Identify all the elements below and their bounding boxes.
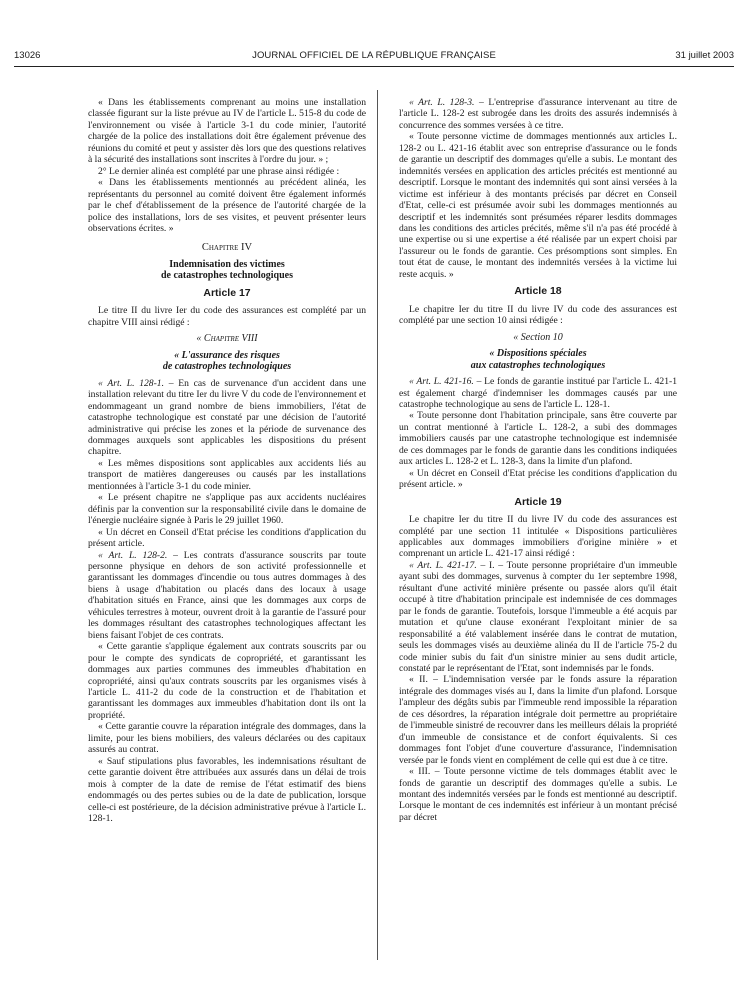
journal-title: JOURNAL OFFICIEL DE LA RÉPUBLIQUE FRANÇAISE [252, 50, 496, 61]
paragraph: « Un décret en Conseil d'Etat précise les conditions d'application du présent article. [88, 526, 366, 550]
header-rule [14, 66, 734, 67]
section-10-title-line: « Dispositions spéciales [489, 348, 587, 360]
page-number: 13026 [14, 50, 41, 61]
paragraph: « II. – L'indemnisation versée par le fonds assure la réparation intégrale des dommages visés au I, dans la limite d'un plafond. Lorsque l'ampleur des dégâts subis par l'immeuble rend impossible la réparation de ces désordres, la réparation intégrale doit permettre au propriétaire de l'immeuble sinistré de recouvrer dans les meilleurs délais la propriété d'un immeuble de consistance et de confort équivalents. Si ces dommages font l'objet d'une couverture d'assurance, l'indemnisation versée par le fonds vient en complément de celle qui est due à ce titre. [399, 674, 677, 766]
paragraph: « Dans les établissements comprenant au moins une installation classée figurant sur la liste prévue au IV de l'article L. 515-8 du code de l'environnement ou visée à l'article 3-1 du code minier, l'autorité chargée de la police des installations doit être également prévenue des réunions du comité et peut y assister dès lors que des questions relatives à la sécurité des installations sont inscrites à l'ordre du jour. » ; [88, 97, 366, 166]
article-ref: « Art. L. 421-17. [409, 559, 477, 571]
paragraph: Le chapitre Ier du titre II du livre IV du code des assurances est complété par une section 10 ainsi rédigée : [399, 303, 677, 327]
paragraph: « Sauf stipulations plus favorables, les indemnisations résultant de cette garantie doivent être attribuées aux assurés dans un délai de trois mois à compter de la date de remise de l'état estimatif des biens endommagés ou des pertes subies ou de la date de publication, lorsque celle-ci est postérieure, de la décision administrative prévue à l'article L. 128-1. [88, 755, 366, 824]
article-19-heading: Article 19 [514, 495, 562, 508]
chapter-viii-title [88, 350, 366, 373]
article-17-heading: Article 17 [203, 286, 251, 299]
paragraph: « Cette garantie s'applique également aux contrats souscrits par ou pour le compte des syndicats de copropriété, et garantissant les dommages aux parties communes des immeubles d'habitation en copropriété, ainsi qu'aux contrats souscrits par les organismes visés à l'article L. 411-2 du code de la construction et de l'habitation et garantissant les dommages aux immeubles d'habitation dont ils ont la propriété. [88, 641, 366, 721]
article-ref: « Art. L. 128-1. [98, 377, 164, 389]
article-l128-1 [88, 378, 366, 458]
paragraph: « Toute personne dont l'habitation principale, sans être couverte par un contrat mentionné à l'article L. 128-2, a subi des dommages immobiliers causés par une catastrophe technologique est indemnisée de ces dommages par le fonds de garantie dans les conditions indiquées aux articles L. 128-2 et L. 128-3, dans la limite d'un plafond. [399, 410, 677, 468]
right-column [399, 97, 677, 963]
left-column [88, 97, 366, 963]
article-text: – I. – Toute personne propriétaire d'un immeuble ayant subi des dommages, survenus à compter du 1er septembre 1998, résultant d'une activité minière présente ou passée alors qu'il était occupé à titre d'habitation principale est indemnisée de ces dommages par le fonds de garantie. Toutefois, lorsque l'immeuble a été acquis par mutation et qu'une clause exonérant l'exploitant minier de sa responsabilité a été valablement insérée dans le contrat de mutation, seuls les dommages visés au deuxième alinéa du II de l'article 75-2 du code minier subis du fait d'un sinistre minier au sens dudit article, constaté par le représentant de l'Etat, sont indemnisés par le fonds. [399, 559, 677, 674]
chapter-heading: Chapitre IV [201, 242, 253, 254]
article-l128-2 [88, 550, 366, 642]
column-divider [377, 90, 378, 960]
article-text: – Les contrats d'assurance souscrits par toute personne physique en dehors de son activité professionnelle et garantissant les dommages d'incendie ou tous autres dommages à des biens à usage d'habitation ou placés dans des locaux à usage d'habitation situés en France, ainsi que les dommages aux corps de véhicules terrestres à moteur, ouvrent droit à la garantie de l'assuré pour les dommages résultant des catastrophes technologiques affectant les biens faisant l'objet de ces contrats. [88, 549, 366, 641]
article-ref: « Art. L. 128-3. [409, 97, 475, 108]
chapter-title-line: Indemnisation des victimes [169, 258, 285, 270]
paragraph: 2° Le dernier alinéa est complété par une phrase ainsi rédigée : [98, 165, 340, 177]
paragraph: « Cette garantie couvre la réparation intégrale des dommages, dans la limite, pour les biens mobiliers, des valeurs déclarées ou des capitaux assurés au contrat. [88, 721, 366, 756]
paragraph: Le chapitre Ier du titre II du livre IV du code des assurances est complété par une section 11 intitulée « Dispositions particulières applicables aux dommages immobiliers d'origine minière » et comprenant un article L. 421-17 ainsi rédigé : [399, 514, 677, 560]
article-l421-17 [399, 560, 677, 675]
paragraph: « III. – Toute personne victime de tels dommages établit avec le fonds de garantie un descriptif des dommages qu'elle a subis. Le montant des indemnités versées par le fonds est mentionné au descriptif. Lorsque le montant de ces indemnités est inférieur à un montant précisé par décret [399, 766, 677, 823]
article-text: – L'entreprise d'assurance intervenant au titre de l'article L. 128-2 est subrogée dans les droits des assurés indemnisés à concurrence des sommes versées à ce titre. [399, 97, 677, 131]
chapter-viii-title-line: « L'assurance des risques [174, 349, 280, 361]
paragraph: « Un décret en Conseil d'Etat précise les conditions d'application du présent article. » [399, 467, 677, 491]
chapter-title [88, 259, 366, 282]
section-10-title-line: aux catastrophes technologiques [470, 359, 606, 371]
page-header [14, 50, 734, 66]
article-ref: « Art. L. 421-16. [409, 376, 474, 388]
article-l128-3 [399, 97, 677, 131]
chapter-viii-title-line: de catastrophes technologiques [162, 361, 292, 373]
section-10-heading: « Section 10 [513, 331, 563, 343]
paragraph: « Toute personne victime de dommages mentionnés aux articles L. 128-2 ou L. 421-16 établit avec son entreprise d'assurance ou le fonds de garantie un descriptif des dommages qu'elle a subis. Le montant des indemnités versées en application des articles précités est mentionné au descriptif. Lorsque le montant des indemnités qui sont ainsi versées à la victime est inférieur à des montants précisés par décret en Conseil d'Etat, celle-ci est présumée avoir subi les dommages mentionnés au descriptif et les indemnités sont présumées réparer lesdits dommages dans les conditions des articles précités, même s'il n'a pas été procédé à une expertise ou si une expertise a été réalisée par un expert choisi par l'assureur ou le fonds de garantie. Ces présomptions sont simples. En tout état de cause, le montant des indemnités versées à la victime lui reste acquis. » [399, 131, 677, 280]
section-10-title [399, 348, 677, 371]
chapter-viii-heading: « Chapitre VIII [196, 333, 258, 345]
paragraph: « Les mêmes dispositions sont applicables aux accidents liés au transport de matières dangereuses ou causés par les installations mentionnées à l'article 3-1 du code minier. [88, 457, 366, 492]
article-text: – En cas de survenance d'un accident dans une installation relevant du titre Ier du livre V du code de l'environnement et endommageant un grand nombre de biens immobiliers, l'état de catastrophe technologique est constaté par une décision de l'autorité administrative qui précise les zones et la période de survenance des dommages auxquels sont applicables les dispositions du présent chapitre. [88, 377, 366, 458]
article-18-heading: Article 18 [514, 285, 562, 298]
chapter-title-line: de catastrophes technologiques [160, 270, 294, 282]
issue-date: 31 juillet 2003 [675, 50, 734, 61]
article-text: – Le fonds de garantie institué par l'article L. 421-1 est également chargé d'indemniser les dommages causés par une catastrophe technologique au sens de l'article L. 128-1. [399, 376, 677, 411]
article-ref: « Art. L. 128-2. [98, 549, 168, 561]
paragraph: « Le présent chapitre ne s'applique pas aux accidents nucléaires définis par la convention sur la responsabilité civile dans le domaine de l'énergie nucléaire signée à Paris le 29 juillet 1960. [88, 492, 366, 527]
article-l421-16 [399, 376, 677, 410]
paragraph: « Dans les établissements mentionnés au précédent alinéa, les représentants du personnel au comité doivent être également informés par le chef d'établissement de la présence de l'autorité chargée de la police des installations, lors de ses visites, et peuvent présenter leurs observations écrites. » [88, 177, 366, 234]
paragraph: Le titre II du livre Ier du code des assurances est complété par un chapitre VIII ainsi rédigé : [88, 305, 366, 328]
